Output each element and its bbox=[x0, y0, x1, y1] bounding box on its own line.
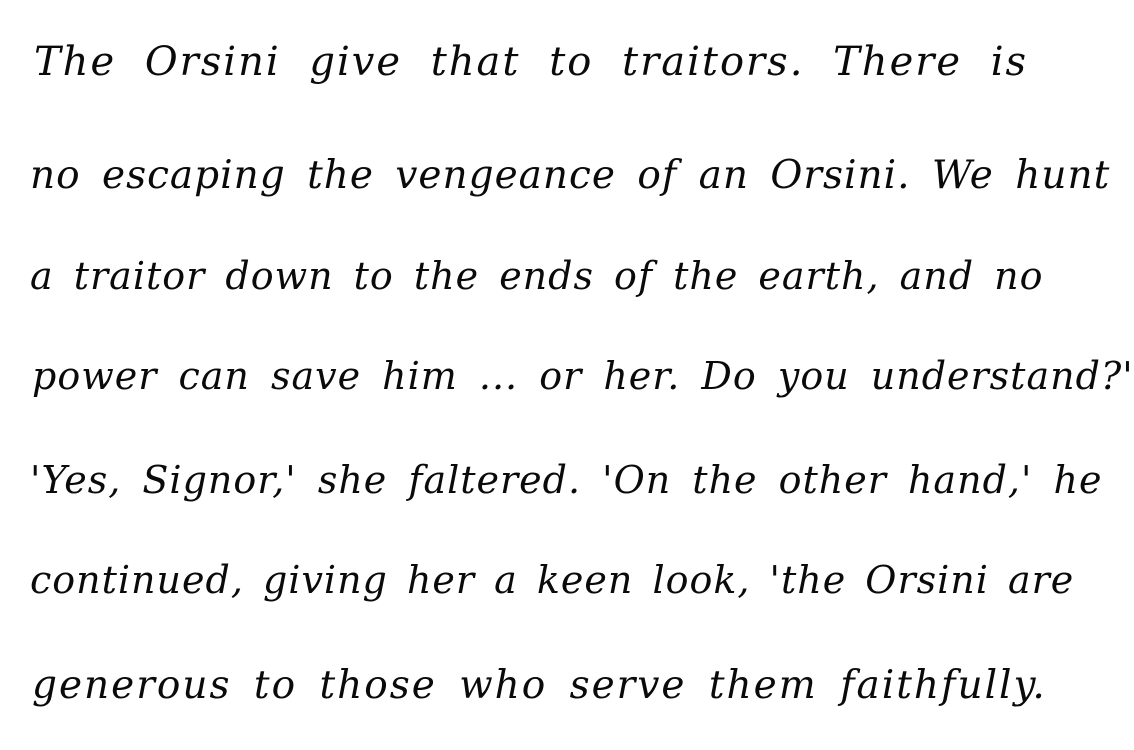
handwriting-line-6: continued, giving her a keen look, 'the Orsini are bbox=[30, 558, 1075, 602]
handwriting-line-3: a traitor down to the ends of the earth, and no bbox=[30, 254, 1044, 298]
handwriting-line-1: The Orsini give that to traitors. There is bbox=[34, 39, 1029, 85]
handwriting-line-7: generous to those who serve them faithfully. bbox=[32, 663, 1047, 708]
handwriting-line-4: power can save him ... or her. Do you understand?' bbox=[32, 354, 1134, 398]
handwriting-line-5: 'Yes, Signor,' she faltered. 'On the other hand,' he bbox=[30, 458, 1103, 502]
handwriting-line-2: no escaping the vengeance of an Orsini. We hunt bbox=[30, 153, 1111, 198]
